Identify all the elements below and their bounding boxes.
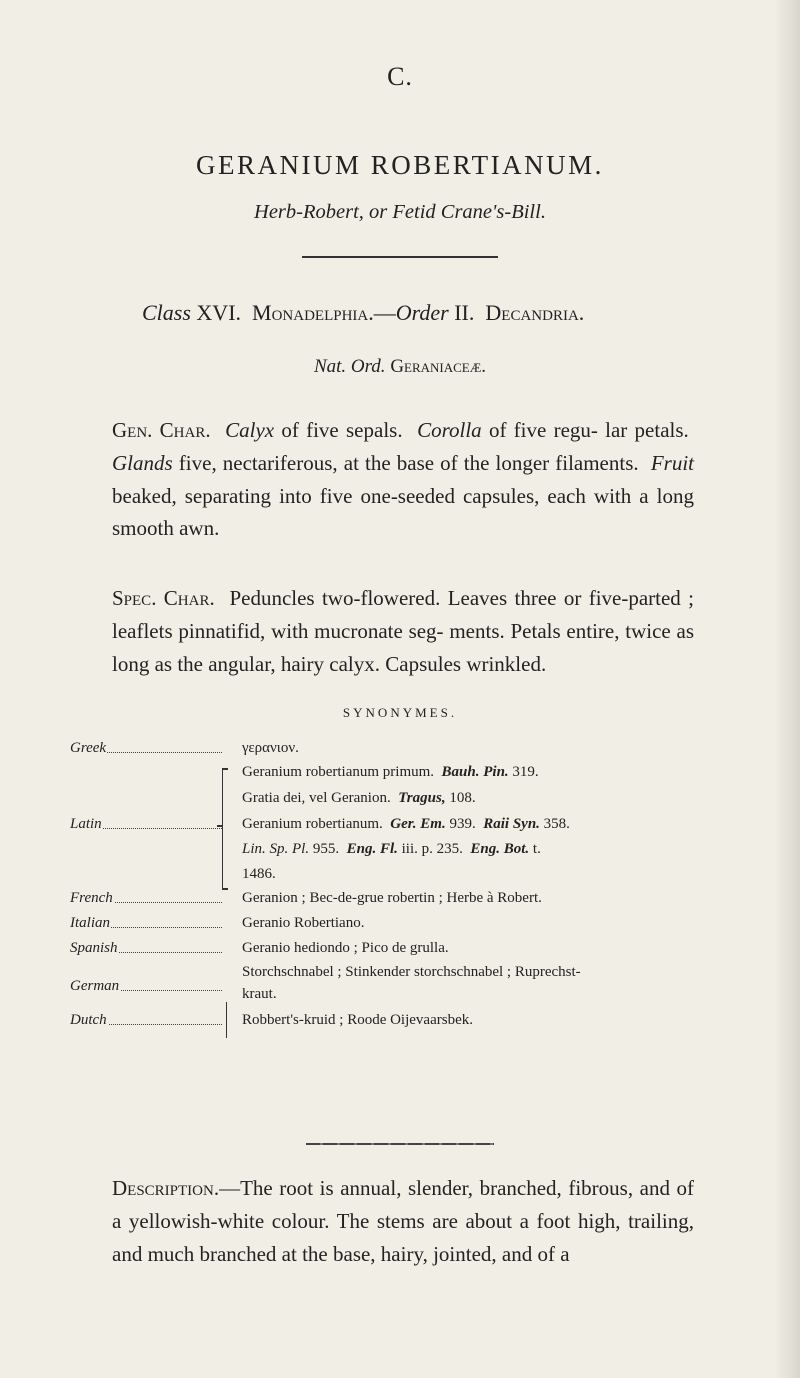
class-value: XVI.: [196, 300, 242, 325]
section-rule: [306, 1143, 494, 1145]
description-label: Description.: [112, 1176, 220, 1200]
glands-term: Glands: [112, 450, 173, 475]
greek-synonym: γερανιον.: [242, 740, 299, 756]
italian-label: Italian: [70, 915, 226, 932]
fruit-term: Fruit: [650, 450, 695, 475]
classification-line: Class XVI. Monadelphia.—Order II. Decandria.: [142, 300, 585, 325]
description: [112, 1172, 694, 1270]
spec-char-label: Spec. Char.: [112, 586, 215, 610]
german-synonym-line1: Storchschnabel ; Stinkender storchschnabel ; Ruprechst-: [242, 964, 581, 980]
dutch-synonym: Robbert's-kruid ; Roode Oijevaarsbek.: [242, 1012, 473, 1028]
latin-synonym-4: Lin. Sp. Pl. 955. Eng. Fl. iii. p. 235. Eng. Bot. t.: [242, 841, 541, 857]
spanish-synonym: Geranio hediondo ; Pico de grulla.: [242, 940, 449, 956]
order-label: Order: [395, 300, 449, 325]
nat-ord-value: Geraniaceæ.: [390, 356, 487, 377]
calyx-term: Calyx: [225, 418, 275, 442]
corolla-text: of five regu- lar petals.: [488, 418, 689, 442]
latin-label: Latin: [70, 816, 226, 833]
generic-character: [112, 414, 694, 545]
description-text: —The root is annual, slender, branched, fibrous, and of a yellowish-white colour. The stems are about a foot high, trailing, and much branched at the base, hairy, jointed, and of a: [112, 1176, 694, 1266]
german-brace: [226, 1002, 233, 1038]
order-name: Decandria.: [485, 300, 585, 325]
calyx-text: of five sepals.: [281, 418, 403, 442]
dutch-label: Dutch: [70, 1012, 226, 1029]
nat-ord-label: Nat. Ord.: [313, 356, 386, 377]
french-synonym: Geranion ; Bec-de-grue robertin ; Herbe à Robert.: [242, 890, 542, 906]
common-names: Herb-Robert, or Fetid Crane's-Bill.: [254, 201, 546, 223]
title-rule: [302, 256, 498, 258]
natural-order: [0, 356, 800, 378]
synonymes-heading: SYNONYMES.: [342, 705, 458, 720]
gen-char-label: Gen. Char.: [112, 418, 211, 442]
fruit-text: beaked, separating into five one-seeded capsules, each with a long smooth awn.: [112, 483, 694, 541]
latin-synonym-2: Gratia dei, vel Geranion. Tragus, 108.: [242, 790, 476, 806]
spanish-label: Spanish: [70, 940, 226, 957]
specific-character: [112, 582, 694, 680]
latin-synonym-5: 1486.: [242, 866, 276, 882]
latin-synonym-1: Geranium robertianum primum. Bauh. Pin. 319.: [242, 764, 539, 780]
french-label: French: [70, 890, 226, 907]
spec-char-text: Peduncles two-flowered. Leaves three or five-parted ; leaflets pinnatifid, with mucronate seg- ments. Petals entire, twice as long as the angular, hairy calyx. Capsules wrinkled.: [112, 586, 694, 676]
order-value: II.: [454, 300, 475, 325]
german-label: German: [70, 978, 226, 995]
italian-synonym: Geranio Robertiano.: [242, 915, 365, 931]
corolla-term: Corolla: [417, 418, 482, 442]
german-synonym-line2: kraut.: [242, 986, 277, 1002]
glands-text: five, nectariferous, at the base of the longer filaments.: [178, 450, 639, 475]
class-name: Monadelphia.: [252, 300, 374, 325]
greek-label: Greek: [70, 740, 226, 757]
latin-synonym-3: Geranium robertianum. Ger. Em. 939. Raii Syn. 358.: [242, 816, 570, 832]
class-label: Class: [142, 300, 191, 325]
plate-letter: C.: [387, 62, 413, 91]
species-title: GERANIUM ROBERTIANUM.: [196, 150, 604, 180]
